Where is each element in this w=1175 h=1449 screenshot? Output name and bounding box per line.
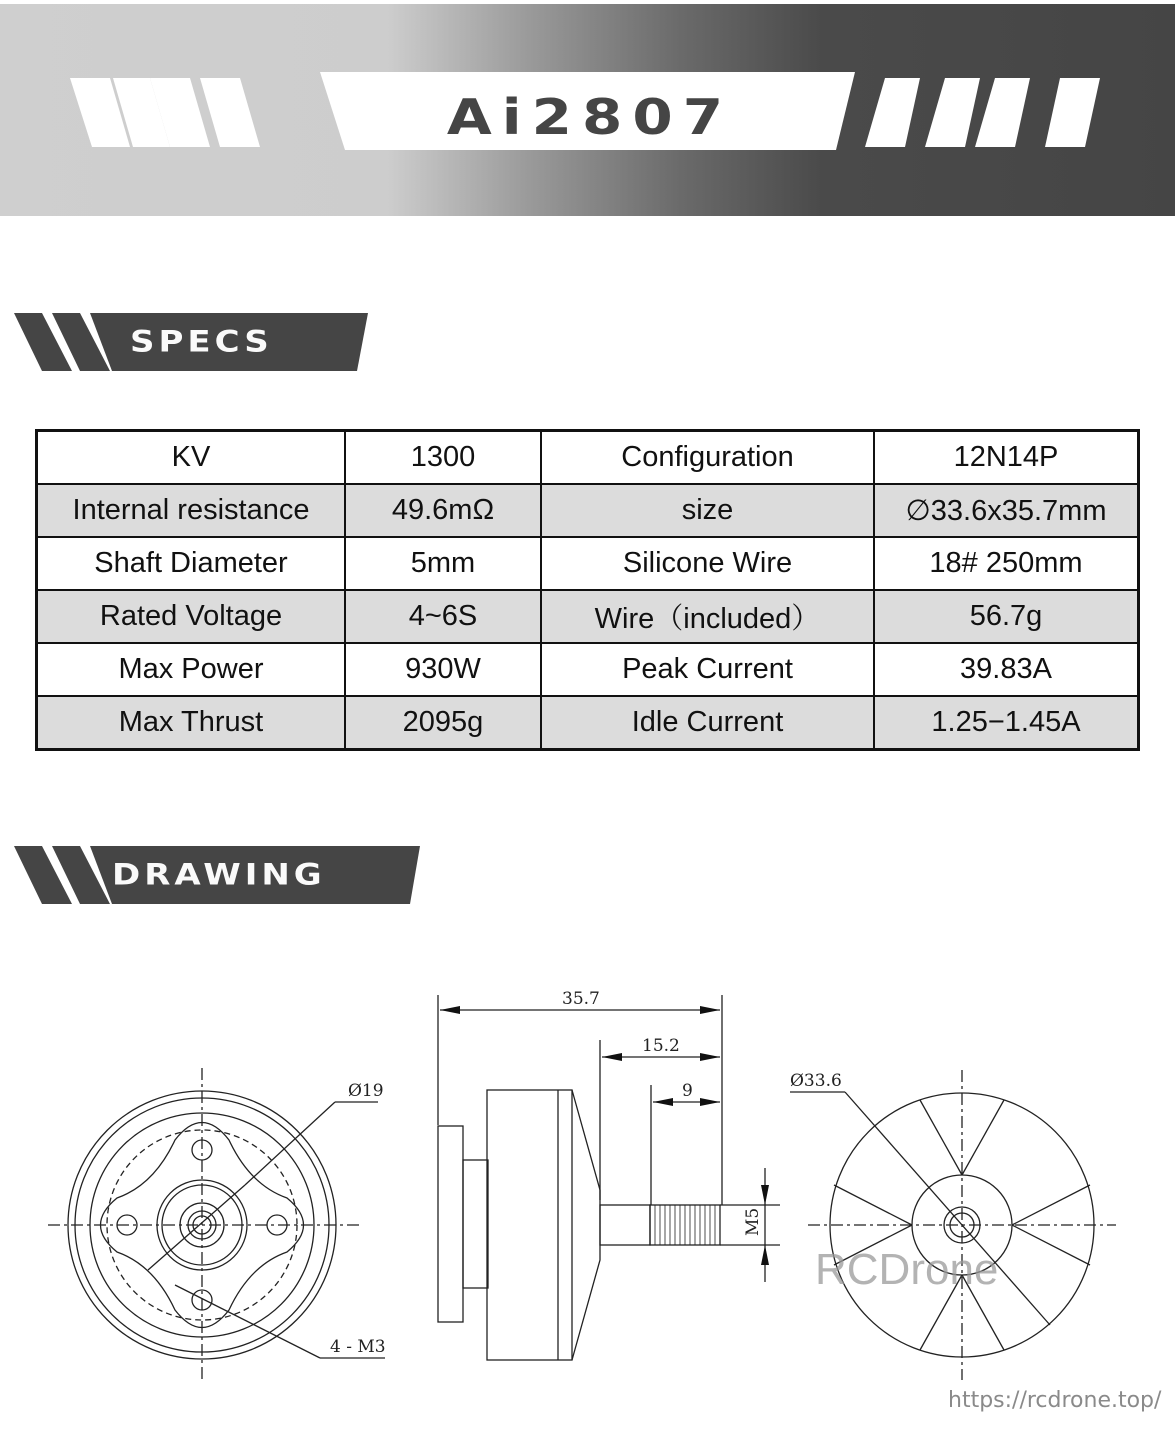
drawing-section-header: [12, 846, 424, 904]
table-row: [37, 484, 1139, 537]
spec-value: 18# 250mm: [874, 537, 1139, 590]
bell-view: [790, 1070, 1116, 1380]
table-row: [37, 590, 1139, 643]
spec-label: KV: [37, 431, 346, 485]
side-view: [438, 995, 780, 1360]
table-row: [37, 643, 1139, 696]
spec-label: Peak Current: [541, 643, 874, 696]
table-row: [37, 431, 1139, 485]
technical-drawing: [0, 960, 1175, 1400]
footer-url: https://rcdrone.top/: [948, 1388, 1162, 1413]
dim-mount-circle: Ø19: [348, 1081, 384, 1101]
table-row: [37, 537, 1139, 590]
watermark: RCDrone: [815, 1245, 999, 1294]
spec-value: 930W: [345, 643, 541, 696]
spec-label: size: [541, 484, 874, 537]
spec-label: Max Thrust: [37, 696, 346, 750]
spec-label: Internal resistance: [37, 484, 346, 537]
dim-bell-diameter: Ø33.6: [790, 1071, 842, 1091]
table-row: [37, 696, 1139, 750]
spec-value: 2095g: [345, 696, 541, 750]
spec-value: 39.83A: [874, 643, 1139, 696]
spec-label: Shaft Diameter: [37, 537, 346, 590]
title-banner: [0, 4, 1175, 216]
dim-overall-length: 35.7: [562, 989, 600, 1009]
spec-value: 56.7g: [874, 590, 1139, 643]
base-view: [48, 1068, 385, 1382]
spec-value: 1.25−1.45A: [874, 696, 1139, 750]
specs-section-title: SPECS: [130, 325, 273, 359]
specs-table: [35, 429, 1140, 751]
spec-label: Max Power: [37, 643, 346, 696]
spec-label: Configuration: [541, 431, 874, 485]
spec-label: Wire（included）: [541, 590, 874, 643]
spec-value: 5mm: [345, 537, 541, 590]
dim-shaft-thread: M5: [743, 1207, 763, 1236]
spec-label: Silicone Wire: [541, 537, 874, 590]
specs-section-header: [12, 313, 372, 371]
drawing-section-title: DRAWING: [112, 858, 326, 892]
spec-value: 1300: [345, 431, 541, 485]
spec-label: Idle Current: [541, 696, 874, 750]
motor-drawing-svg: [0, 960, 1175, 1400]
dim-shaft-length: 15.2: [642, 1036, 680, 1056]
dim-mount-screws: 4 - M3: [330, 1337, 386, 1357]
dim-thread-length: 9: [682, 1081, 693, 1101]
spec-value: 4~6S: [345, 590, 541, 643]
product-title: Ai2807: [446, 88, 734, 146]
spec-value: 49.6mΩ: [345, 484, 541, 537]
spec-value: 12N14P: [874, 431, 1139, 485]
spec-label: Rated Voltage: [37, 590, 346, 643]
spec-value: ∅33.6x35.7mm: [874, 484, 1139, 537]
